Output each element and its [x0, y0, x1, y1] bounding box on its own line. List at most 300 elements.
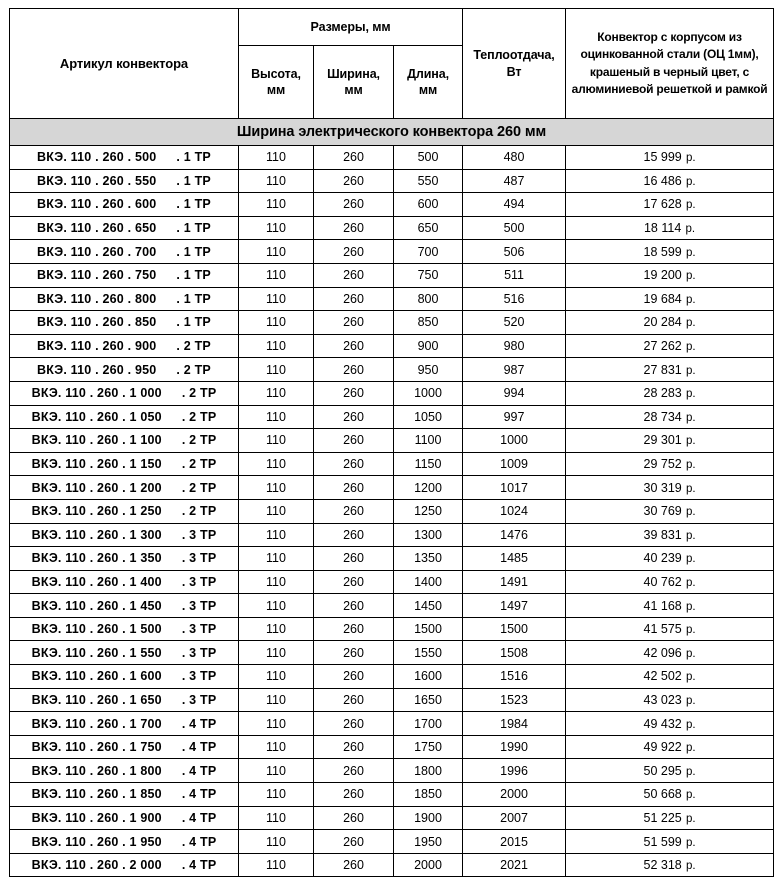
article-suffix: . 4 ТР — [181, 834, 217, 849]
cell-length: 500 — [394, 146, 463, 170]
cell-length: 1500 — [394, 617, 463, 641]
price-value: 15 999 — [643, 150, 682, 165]
article-code: ВКЭ. 110 . 260 . 600 — [37, 197, 157, 212]
price-currency: р. — [682, 647, 696, 660]
table-row — [10, 240, 774, 264]
header-row-top — [10, 9, 774, 46]
price-currency: р. — [682, 765, 696, 778]
price-currency: р. — [682, 789, 696, 802]
cell-width: 260 — [314, 665, 394, 689]
cell-length: 950 — [394, 358, 463, 382]
cell-height: 110 — [239, 523, 314, 547]
table-row — [10, 712, 774, 736]
cell-heat-output: 1996 — [463, 759, 566, 783]
cell-article — [10, 287, 239, 311]
table-row — [10, 665, 774, 689]
cell-article — [10, 429, 239, 453]
cell-article — [10, 570, 239, 594]
price-currency: р. — [682, 860, 696, 873]
price-value: 27 831 — [643, 362, 682, 377]
cell-height: 110 — [239, 712, 314, 736]
article-code: ВКЭ. 110 . 260 . 1 700 — [31, 716, 162, 731]
article-suffix: . 3 ТР — [181, 527, 217, 542]
cell-height: 110 — [239, 169, 314, 193]
table-row — [10, 169, 774, 193]
article-code: ВКЭ. 110 . 260 . 1 750 — [31, 740, 162, 755]
column-header-height — [239, 46, 314, 119]
article-code: ВКЭ. 110 . 260 . 1 450 — [31, 598, 162, 613]
price-value: 19 200 — [643, 268, 682, 283]
article-code: ВКЭ. 110 . 260 . 550 — [37, 173, 157, 188]
article-code: ВКЭ. 110 . 260 . 1 200 — [31, 480, 162, 495]
price-value: 51 225 — [643, 810, 682, 825]
article-code: ВКЭ. 110 . 260 . 850 — [37, 315, 157, 330]
cell-height: 110 — [239, 452, 314, 476]
article-suffix: . 4 ТР — [181, 858, 217, 873]
article-suffix: . 2 ТР — [181, 409, 217, 424]
price-value: 18 114 — [643, 221, 682, 236]
cell-height: 110 — [239, 594, 314, 618]
article-suffix: . 4 ТР — [181, 787, 217, 802]
price-value: 52 318 — [643, 858, 682, 873]
cell-length: 1100 — [394, 429, 463, 453]
cell-price — [566, 570, 774, 594]
table-row — [10, 783, 774, 807]
price-currency: р. — [682, 694, 696, 707]
column-header-heat-output — [463, 9, 566, 119]
price-value: 16 486 — [643, 173, 682, 188]
cell-article — [10, 216, 239, 240]
table-row — [10, 806, 774, 830]
cell-article — [10, 735, 239, 759]
cell-price — [566, 169, 774, 193]
article-code: ВКЭ. 110 . 260 . 1 550 — [31, 645, 162, 660]
article-suffix: . 2 ТР — [181, 457, 217, 472]
cell-heat-output: 516 — [463, 287, 566, 311]
article-code: ВКЭ. 110 . 260 . 1 000 — [31, 386, 162, 401]
price-value: 29 301 — [643, 433, 682, 448]
cell-article — [10, 146, 239, 170]
price-currency: р. — [682, 812, 696, 825]
cell-width: 260 — [314, 759, 394, 783]
article-code: ВКЭ. 110 . 260 . 500 — [37, 150, 157, 165]
table-row — [10, 853, 774, 877]
cell-price — [566, 617, 774, 641]
column-header-article: Артикул конвектора — [10, 9, 239, 119]
table-row — [10, 688, 774, 712]
cell-height: 110 — [239, 783, 314, 807]
article-code: ВКЭ. 110 . 260 . 650 — [37, 221, 157, 236]
price-currency: р. — [682, 506, 696, 519]
cell-width: 260 — [314, 641, 394, 665]
cell-price — [566, 358, 774, 382]
article-code: ВКЭ. 110 . 260 . 1 050 — [31, 409, 162, 424]
cell-article — [10, 641, 239, 665]
cell-width: 260 — [314, 358, 394, 382]
cell-heat-output: 2000 — [463, 783, 566, 807]
cell-height: 110 — [239, 641, 314, 665]
cell-article — [10, 688, 239, 712]
article-suffix: . 1 ТР — [176, 221, 211, 236]
price-value: 40 762 — [643, 574, 682, 589]
article-suffix: . 3 ТР — [181, 574, 217, 589]
cell-heat-output: 1508 — [463, 641, 566, 665]
price-currency: р. — [682, 293, 696, 306]
table-row — [10, 641, 774, 665]
cell-price — [566, 759, 774, 783]
article-code: ВКЭ. 110 . 260 . 1 100 — [31, 433, 162, 448]
cell-height: 110 — [239, 405, 314, 429]
price-value: 40 239 — [643, 551, 682, 566]
cell-length: 1750 — [394, 735, 463, 759]
cell-heat-output: 1024 — [463, 499, 566, 523]
cell-width: 260 — [314, 688, 394, 712]
cell-width: 260 — [314, 240, 394, 264]
cell-length: 550 — [394, 169, 463, 193]
article-code: ВКЭ. 110 . 260 . 1 500 — [31, 622, 162, 637]
cell-length: 1550 — [394, 641, 463, 665]
cell-price — [566, 476, 774, 500]
convector-price-table — [9, 8, 774, 877]
heat-header-line2: Вт — [506, 64, 522, 79]
cell-length: 800 — [394, 287, 463, 311]
cell-height: 110 — [239, 240, 314, 264]
cell-price — [566, 287, 774, 311]
cell-width: 260 — [314, 806, 394, 830]
cell-article — [10, 334, 239, 358]
table-row — [10, 735, 774, 759]
cell-heat-output: 494 — [463, 193, 566, 217]
cell-length: 1400 — [394, 570, 463, 594]
cell-article — [10, 193, 239, 217]
article-suffix: . 4 ТР — [181, 763, 217, 778]
cell-length: 1700 — [394, 712, 463, 736]
table-body — [10, 119, 774, 877]
article-suffix: . 4 ТР — [181, 716, 217, 731]
cell-width: 260 — [314, 311, 394, 335]
cell-price — [566, 594, 774, 618]
cell-article — [10, 381, 239, 405]
price-value: 50 295 — [643, 763, 682, 778]
heat-header-line1: Теплоотдача, — [473, 48, 555, 62]
article-code: ВКЭ. 110 . 260 . 1 800 — [31, 763, 162, 778]
height-header-line2: мм — [266, 83, 286, 97]
price-value: 49 432 — [643, 716, 682, 731]
cell-length: 1350 — [394, 547, 463, 571]
cell-height: 110 — [239, 735, 314, 759]
article-suffix: . 2 ТР — [176, 339, 211, 354]
cell-width: 260 — [314, 830, 394, 854]
cell-price — [566, 688, 774, 712]
cell-height: 110 — [239, 358, 314, 382]
cell-heat-output: 1009 — [463, 452, 566, 476]
table-row — [10, 429, 774, 453]
cell-heat-output: 1990 — [463, 735, 566, 759]
cell-width: 260 — [314, 523, 394, 547]
cell-height: 110 — [239, 476, 314, 500]
price-currency: р. — [682, 199, 696, 212]
cell-price — [566, 783, 774, 807]
article-code: ВКЭ. 110 . 260 . 1 350 — [31, 551, 162, 566]
cell-length: 1450 — [394, 594, 463, 618]
article-suffix: . 2 ТР — [181, 433, 217, 448]
price-currency: р. — [682, 671, 696, 684]
cell-price — [566, 665, 774, 689]
table-row — [10, 381, 774, 405]
price-value: 17 628 — [643, 197, 682, 212]
cell-article — [10, 806, 239, 830]
cell-heat-output: 1500 — [463, 617, 566, 641]
cell-height: 110 — [239, 263, 314, 287]
cell-heat-output: 1485 — [463, 547, 566, 571]
article-code: ВКЭ. 110 . 260 . 1 300 — [31, 527, 162, 542]
table-row — [10, 476, 774, 500]
cell-length: 750 — [394, 263, 463, 287]
cell-heat-output: 1000 — [463, 429, 566, 453]
price-currency: р. — [682, 624, 696, 637]
cell-height: 110 — [239, 146, 314, 170]
cell-heat-output: 2015 — [463, 830, 566, 854]
price-value: 42 096 — [643, 645, 682, 660]
article-suffix: . 1 ТР — [176, 291, 211, 306]
table-row — [10, 263, 774, 287]
article-code: ВКЭ. 110 . 260 . 700 — [37, 244, 157, 259]
cell-heat-output: 980 — [463, 334, 566, 358]
cell-length: 1850 — [394, 783, 463, 807]
cell-width: 260 — [314, 381, 394, 405]
section-title: Ширина электрического конвектора 260 мм — [10, 119, 774, 146]
article-code: ВКЭ. 110 . 260 . 1 900 — [31, 810, 162, 825]
article-code: ВКЭ. 110 . 260 . 900 — [37, 339, 157, 354]
cell-price — [566, 523, 774, 547]
price-currency: р. — [682, 482, 696, 495]
cell-price — [566, 712, 774, 736]
cell-article — [10, 547, 239, 571]
column-header-price-description: Конвектор с корпусом из оцинкованной стали (ОЦ 1мм), крашеный в черный цвет, с алюминиевой решеткой и рамкой — [566, 9, 774, 119]
article-code: ВКЭ. 110 . 260 . 2 000 — [31, 858, 162, 873]
article-code: ВКЭ. 110 . 260 . 1 250 — [31, 504, 162, 519]
article-suffix: . 3 ТР — [181, 598, 217, 613]
cell-article — [10, 311, 239, 335]
cell-length: 1200 — [394, 476, 463, 500]
cell-height: 110 — [239, 193, 314, 217]
cell-price — [566, 240, 774, 264]
cell-article — [10, 830, 239, 854]
cell-width: 260 — [314, 594, 394, 618]
price-currency: р. — [682, 411, 696, 424]
cell-length: 700 — [394, 240, 463, 264]
price-value: 41 168 — [643, 598, 682, 613]
cell-width: 260 — [314, 853, 394, 877]
table-row — [10, 146, 774, 170]
length-header-line2: мм — [418, 83, 438, 97]
cell-width: 260 — [314, 570, 394, 594]
article-suffix: . 2 ТР — [181, 504, 217, 519]
cell-length: 850 — [394, 311, 463, 335]
cell-article — [10, 783, 239, 807]
cell-heat-output: 1476 — [463, 523, 566, 547]
cell-article — [10, 240, 239, 264]
cell-width: 260 — [314, 712, 394, 736]
width-header-line1: Ширина, — [327, 66, 380, 81]
cell-width: 260 — [314, 617, 394, 641]
cell-height: 110 — [239, 216, 314, 240]
cell-price — [566, 311, 774, 335]
cell-width: 260 — [314, 405, 394, 429]
cell-price — [566, 641, 774, 665]
cell-article — [10, 452, 239, 476]
cell-heat-output: 1516 — [463, 665, 566, 689]
article-suffix: . 3 ТР — [181, 645, 217, 660]
cell-price — [566, 853, 774, 877]
cell-heat-output: 987 — [463, 358, 566, 382]
cell-price — [566, 735, 774, 759]
price-value: 18 599 — [643, 244, 682, 259]
price-currency: р. — [682, 600, 696, 613]
article-suffix: . 4 ТР — [181, 810, 217, 825]
cell-length: 1650 — [394, 688, 463, 712]
cell-heat-output: 487 — [463, 169, 566, 193]
cell-article — [10, 405, 239, 429]
length-header-line1: Длина, — [407, 66, 449, 81]
cell-price — [566, 806, 774, 830]
cell-length: 1250 — [394, 499, 463, 523]
cell-heat-output: 1491 — [463, 570, 566, 594]
cell-height: 110 — [239, 334, 314, 358]
article-code: ВКЭ. 110 . 260 . 1 650 — [31, 692, 162, 707]
article-code: ВКЭ. 110 . 260 . 800 — [37, 291, 157, 306]
cell-length: 600 — [394, 193, 463, 217]
table-row — [10, 830, 774, 854]
table-row — [10, 334, 774, 358]
cell-article — [10, 665, 239, 689]
cell-price — [566, 830, 774, 854]
article-suffix: . 2 ТР — [181, 386, 217, 401]
cell-height: 110 — [239, 853, 314, 877]
cell-length: 1950 — [394, 830, 463, 854]
article-code: ВКЭ. 110 . 260 . 1 850 — [31, 787, 162, 802]
cell-price — [566, 263, 774, 287]
cell-height: 110 — [239, 665, 314, 689]
cell-article — [10, 476, 239, 500]
cell-width: 260 — [314, 735, 394, 759]
cell-heat-output: 1984 — [463, 712, 566, 736]
table-row — [10, 193, 774, 217]
cell-length: 1150 — [394, 452, 463, 476]
cell-article — [10, 594, 239, 618]
cell-price — [566, 146, 774, 170]
table-row — [10, 287, 774, 311]
article-suffix: . 1 ТР — [176, 315, 211, 330]
price-value: 28 734 — [643, 409, 682, 424]
cell-heat-output: 1497 — [463, 594, 566, 618]
cell-width: 260 — [314, 783, 394, 807]
price-currency: р. — [682, 364, 696, 377]
cell-length: 650 — [394, 216, 463, 240]
price-currency: р. — [682, 742, 696, 755]
price-currency: р. — [682, 317, 696, 330]
article-suffix: . 3 ТР — [181, 622, 217, 637]
cell-price — [566, 216, 774, 240]
price-value: 51 599 — [643, 834, 682, 849]
cell-article — [10, 169, 239, 193]
cell-heat-output: 997 — [463, 405, 566, 429]
price-currency: р. — [682, 388, 696, 401]
column-header-dimensions-group: Размеры, мм — [239, 9, 463, 46]
cell-length: 1050 — [394, 405, 463, 429]
cell-width: 260 — [314, 216, 394, 240]
cell-heat-output: 1017 — [463, 476, 566, 500]
cell-article — [10, 853, 239, 877]
cell-width: 260 — [314, 547, 394, 571]
cell-article — [10, 358, 239, 382]
cell-length: 1800 — [394, 759, 463, 783]
price-value: 49 922 — [643, 740, 682, 755]
article-suffix: . 4 ТР — [181, 740, 217, 755]
price-currency: р. — [682, 270, 696, 283]
article-suffix: . 1 ТР — [176, 268, 211, 283]
cell-height: 110 — [239, 830, 314, 854]
price-value: 20 284 — [643, 315, 682, 330]
cell-article — [10, 617, 239, 641]
cell-heat-output: 1523 — [463, 688, 566, 712]
cell-article — [10, 263, 239, 287]
article-suffix: . 1 ТР — [176, 197, 211, 212]
cell-length: 2000 — [394, 853, 463, 877]
price-value: 27 262 — [643, 339, 682, 354]
price-value: 19 684 — [643, 291, 682, 306]
price-value: 29 752 — [643, 457, 682, 472]
cell-price — [566, 499, 774, 523]
article-suffix: . 3 ТР — [181, 692, 217, 707]
cell-article — [10, 759, 239, 783]
cell-length: 1900 — [394, 806, 463, 830]
article-code: ВКЭ. 110 . 260 . 1 950 — [31, 834, 162, 849]
article-suffix: . 3 ТР — [181, 669, 217, 684]
table-row — [10, 405, 774, 429]
table-row — [10, 759, 774, 783]
cell-heat-output: 511 — [463, 263, 566, 287]
article-code: ВКЭ. 110 . 260 . 1 150 — [31, 457, 162, 472]
cell-height: 110 — [239, 381, 314, 405]
cell-heat-output: 506 — [463, 240, 566, 264]
price-value: 42 502 — [643, 669, 682, 684]
cell-article — [10, 499, 239, 523]
cell-height: 110 — [239, 429, 314, 453]
table-row — [10, 499, 774, 523]
cell-height: 110 — [239, 499, 314, 523]
cell-price — [566, 429, 774, 453]
price-currency: р. — [682, 223, 696, 236]
price-currency: р. — [682, 341, 696, 354]
cell-width: 260 — [314, 193, 394, 217]
table-row — [10, 547, 774, 571]
cell-price — [566, 381, 774, 405]
price-value: 28 283 — [643, 386, 682, 401]
price-currency: р. — [682, 459, 696, 472]
column-header-width — [314, 46, 394, 119]
cell-article — [10, 523, 239, 547]
cell-heat-output: 2021 — [463, 853, 566, 877]
cell-width: 260 — [314, 499, 394, 523]
cell-heat-output: 500 — [463, 216, 566, 240]
cell-height: 110 — [239, 547, 314, 571]
table-row — [10, 358, 774, 382]
height-header-line1: Высота, — [251, 66, 301, 81]
article-suffix: . 3 ТР — [181, 551, 217, 566]
cell-width: 260 — [314, 476, 394, 500]
cell-height: 110 — [239, 311, 314, 335]
